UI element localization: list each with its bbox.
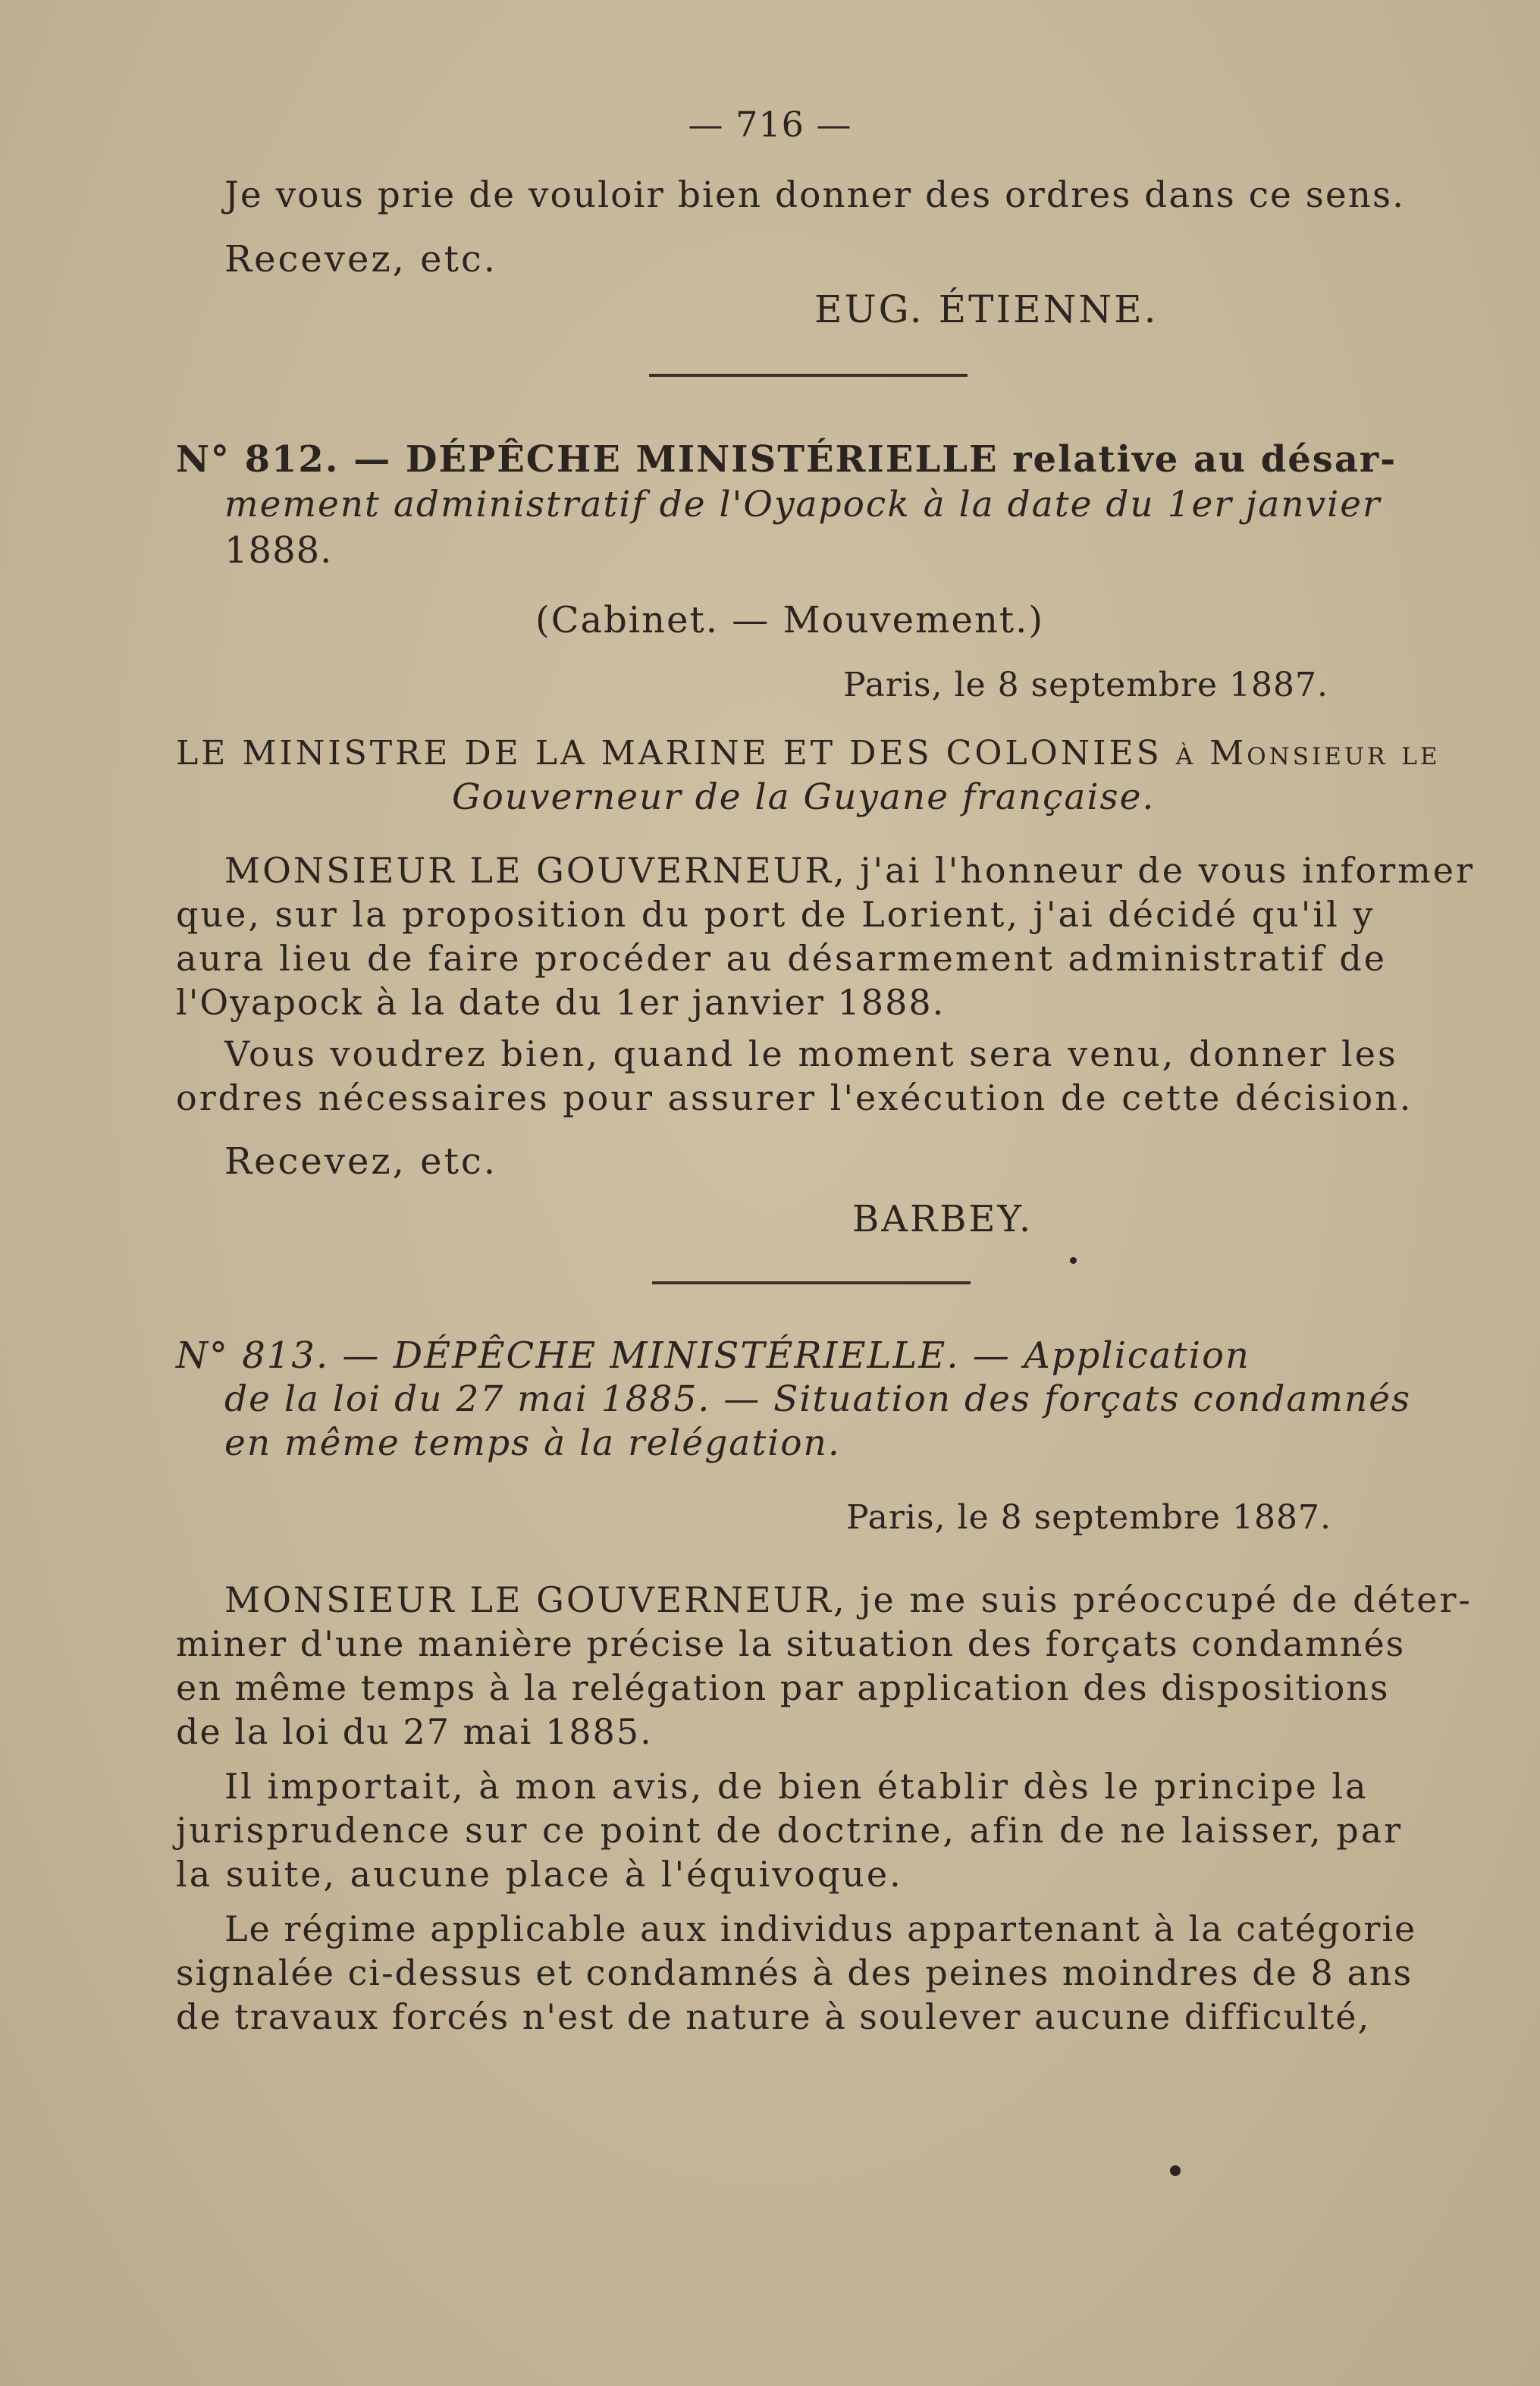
ink-speck — [1070, 1257, 1077, 1264]
ink-speck — [1170, 2165, 1181, 2176]
closing-formula: Recevez, etc. — [224, 238, 497, 281]
section-divider — [649, 374, 968, 377]
paragraph-line: en même temps à la relégation par application des dispositions — [176, 1667, 1390, 1708]
paragraph-line: ordres nécessaires pour assurer l'exécution de cette décision. — [176, 1077, 1413, 1118]
address-line-cont: Gouverneur de la Guyane française. — [452, 776, 1156, 818]
dispatch-heading-cont: mement administratif de l'Oyapock à la date du 1er janvier — [224, 484, 1382, 525]
signature: BARBEY. — [852, 1198, 1033, 1240]
address-line: LE MINISTRE DE LA MARINE ET DES COLONIES à Monsieur le — [176, 734, 1441, 773]
paragraph-line: que, sur la proposition du port de Lorient, j'ai décidé qu'il y — [176, 894, 1375, 935]
service-line: (Cabinet. — Mouvement.) — [535, 599, 1045, 641]
page-number: — 716 — — [688, 104, 852, 145]
paragraph-line: Vous voudrez bien, quand le moment sera venu, donner les — [224, 1033, 1398, 1074]
dispatch-heading — [176, 438, 1397, 481]
dispatch-heading — [176, 1334, 1250, 1377]
dispatch-date: Paris, le 8 septembre 1887. — [843, 666, 1329, 704]
signature: EUG. ÉTIENNE. — [814, 287, 1159, 331]
paragraph-line: jurisprudence sur ce point de doctrine, afin de ne laisser, par — [176, 1810, 1404, 1851]
paragraph-line: miner d'une manière précise la situation des forçats condamnés — [176, 1623, 1406, 1664]
dispatch-heading-cont: de la loi du 27 mai 1885. — Situation des forçats condamnés — [224, 1378, 1412, 1420]
section-divider — [652, 1281, 971, 1284]
paragraph-line: la suite, aucune place à l'équivoque. — [176, 1854, 903, 1895]
dispatch-heading-cont: 1888. — [224, 529, 333, 572]
paragraph-line: MONSIEUR LE GOUVERNEUR, j'ai l'honneur de vous informer — [224, 850, 1475, 891]
paragraph-line: Il importait, à mon avis, de bien établir dès le principe la — [224, 1766, 1369, 1807]
dispatch-heading-text: N° 812. — DÉPÊCHE MINISTÉRIELLE relative au désar- — [176, 438, 1397, 481]
paragraph-line: aura lieu de faire procéder au désarmement administratif de — [176, 938, 1388, 979]
dispatch-heading-cont: en même temps à la relégation. — [224, 1422, 841, 1464]
paragraph-line: Je vous prie de vouloir bien donner des ordres dans ce sens. — [224, 174, 1406, 216]
dispatch-date: Paris, le 8 septembre 1887. — [846, 1498, 1332, 1537]
dispatch-heading-text: N° 813. — DÉPÊCHE MINISTÉRIELLE. — Application — [176, 1334, 1250, 1377]
closing-formula: Recevez, etc. — [224, 1140, 497, 1183]
paragraph-line: MONSIEUR LE GOUVERNEUR, je me suis préoccupé de déter- — [224, 1579, 1473, 1620]
paragraph-line: signalée ci-dessus et condamnés à des peines moindres de 8 ans — [176, 1952, 1413, 1993]
paragraph-line: de la loi du 27 mai 1885. — [176, 1711, 653, 1752]
paragraph-line: l'Oyapock à la date du 1er janvier 1888. — [176, 982, 946, 1023]
paragraph-line: de travaux forcés n'est de nature à soulever aucune difficulté, — [176, 1996, 1371, 2037]
paragraph-line: Le régime applicable aux individus appartenant à la catégorie — [224, 1908, 1417, 1949]
